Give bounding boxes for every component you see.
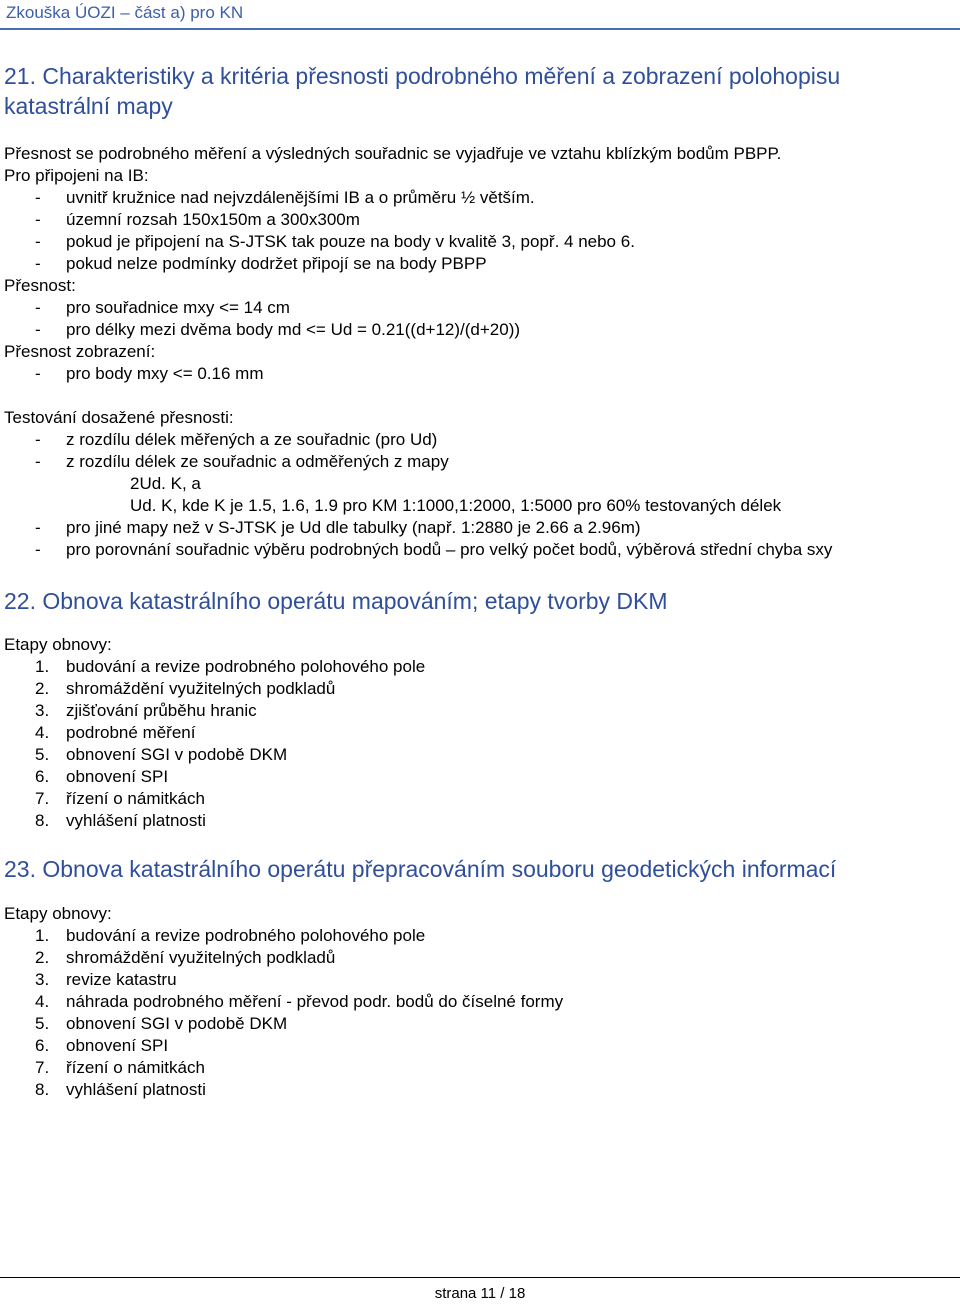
- bullet-dash: -: [35, 254, 41, 273]
- s21-test-item: z rozdílu délek měřených a ze souřadnic (pro Ud): [66, 430, 438, 449]
- s22-item: budování a revize podrobného polohového pole: [66, 657, 426, 676]
- bullet-dash: -: [35, 320, 41, 339]
- s21-test-subitem: 2Ud. K, a: [130, 474, 201, 493]
- s22-item: podrobné měření: [66, 723, 196, 742]
- s23-item: budování a revize podrobného polohového pole: [66, 926, 426, 945]
- bullet-dash: -: [35, 298, 41, 317]
- s22-item: vyhlášení platnosti: [66, 811, 206, 830]
- section-22-title: 22. Obnova katastrálního operátu mapováním; etapy tvorby DKM: [4, 588, 668, 614]
- bullet-dash: -: [35, 540, 41, 559]
- list-number: 2.: [35, 679, 50, 698]
- header-title: Zkouška ÚOZI – část a) pro KN: [6, 3, 244, 22]
- bullet-dash: -: [35, 430, 41, 449]
- s21-ib-item: pokud je připojení na S-JTSK tak pouze na body v kvalitě 3, popř. 4 nebo 6.: [66, 232, 635, 251]
- list-number: 6.: [35, 1036, 50, 1055]
- s23-item: shromáždění využitelných podkladů: [66, 948, 336, 967]
- bullet-dash: -: [35, 188, 41, 207]
- s22-item: zjišťování průběhu hranic: [66, 701, 257, 720]
- bullet-dash: -: [35, 210, 41, 229]
- bullet-dash: -: [35, 518, 41, 537]
- s23-item: revize katastru: [66, 970, 177, 989]
- list-number: 7.: [35, 789, 50, 808]
- s21-presnost-item: pro délky mezi dvěma body md <= Ud = 0.21((d+12)/(d+20)): [66, 320, 521, 339]
- s21-test-label: Testování dosažené přesnosti:: [4, 408, 234, 427]
- s21-intro: Přesnost se podrobného měření a výsledných souřadnic se vyjadřuje ve vztahu kblízkým bodům PBPP.: [4, 144, 782, 163]
- list-number: 6.: [35, 767, 50, 786]
- list-number: 4.: [35, 992, 50, 1011]
- s23-etapy-label: Etapy obnovy:: [4, 904, 112, 923]
- s23-item: řízení o námitkách: [66, 1058, 205, 1077]
- s21-test-item: pro jiné mapy než v S-JTSK je Ud dle tabulky (např. 1:2880 je 2.66 a 2.96m): [66, 518, 641, 537]
- bullet-dash: -: [35, 452, 41, 471]
- s21-test-item: pro porovnání souřadnic výběru podrobných bodů – pro velký počet bodů, výběrová střední chyba sxy: [66, 540, 833, 559]
- s21-ib-item: uvnitř kružnice nad nejvzdálenějšími IB a o průměru ½ větším.: [66, 188, 535, 207]
- footer-rule: [0, 1277, 960, 1278]
- list-number: 8.: [35, 1080, 50, 1099]
- s21-ib-label: Pro připojeni na IB:: [4, 166, 149, 185]
- s21-presnost-label: Přesnost:: [4, 276, 76, 295]
- s21-presnost-item: pro souřadnice mxy <= 14 cm: [66, 298, 290, 317]
- list-number: 5.: [35, 1014, 50, 1033]
- list-number: 1.: [35, 926, 50, 945]
- s21-ib-item: pokud nelze podmínky dodržet připojí se na body PBPP: [66, 254, 487, 273]
- bullet-dash: -: [35, 364, 41, 383]
- s22-item: shromáždění využitelných podkladů: [66, 679, 336, 698]
- s23-item: obnovení SGI v podobě DKM: [66, 1014, 288, 1033]
- list-number: 3.: [35, 701, 50, 720]
- s21-test-item: z rozdílu délek ze souřadnic a odměřených z mapy: [66, 452, 449, 471]
- s22-item: obnovení SGI v podobě DKM: [66, 745, 288, 764]
- list-number: 5.: [35, 745, 50, 764]
- s22-item: obnovení SPI: [66, 767, 169, 786]
- page-header: [0, 0, 960, 30]
- s23-item: obnovení SPI: [66, 1036, 169, 1055]
- bullet-dash: -: [35, 232, 41, 251]
- s21-test-subitem: Ud. K, kde K je 1.5, 1.6, 1.9 pro KM 1:1000,1:2000, 1:5000 pro 60% testovaných délek: [130, 496, 782, 515]
- section-21-title-line2: katastrální mapy: [4, 93, 173, 119]
- s21-zobrazeni-label: Přesnost zobrazení:: [4, 342, 156, 361]
- section-23-title: 23. Obnova katastrálního operátu přepracováním souboru geodetických informací: [4, 856, 837, 882]
- s21-zobrazeni-item: pro body mxy <= 0.16 mm: [66, 364, 264, 383]
- section-21-title-line1: 21. Charakteristiky a kritéria přesnosti podrobného měření a zobrazení polohopisu: [4, 63, 841, 89]
- s21-ib-item: územní rozsah 150x150m a 300x300m: [66, 210, 360, 229]
- header-rule: [0, 28, 960, 30]
- list-number: 8.: [35, 811, 50, 830]
- list-number: 7.: [35, 1058, 50, 1077]
- list-number: 1.: [35, 657, 50, 676]
- s22-etapy-label: Etapy obnovy:: [4, 635, 112, 654]
- s23-item: náhrada podrobného měření - převod podr. bodů do číselné formy: [66, 992, 564, 1011]
- list-number: 3.: [35, 970, 50, 989]
- s22-item: řízení o námitkách: [66, 789, 205, 808]
- s23-item: vyhlášení platnosti: [66, 1080, 206, 1099]
- page-number: strana 11 / 18: [434, 1285, 526, 1302]
- list-number: 4.: [35, 723, 50, 742]
- list-number: 2.: [35, 948, 50, 967]
